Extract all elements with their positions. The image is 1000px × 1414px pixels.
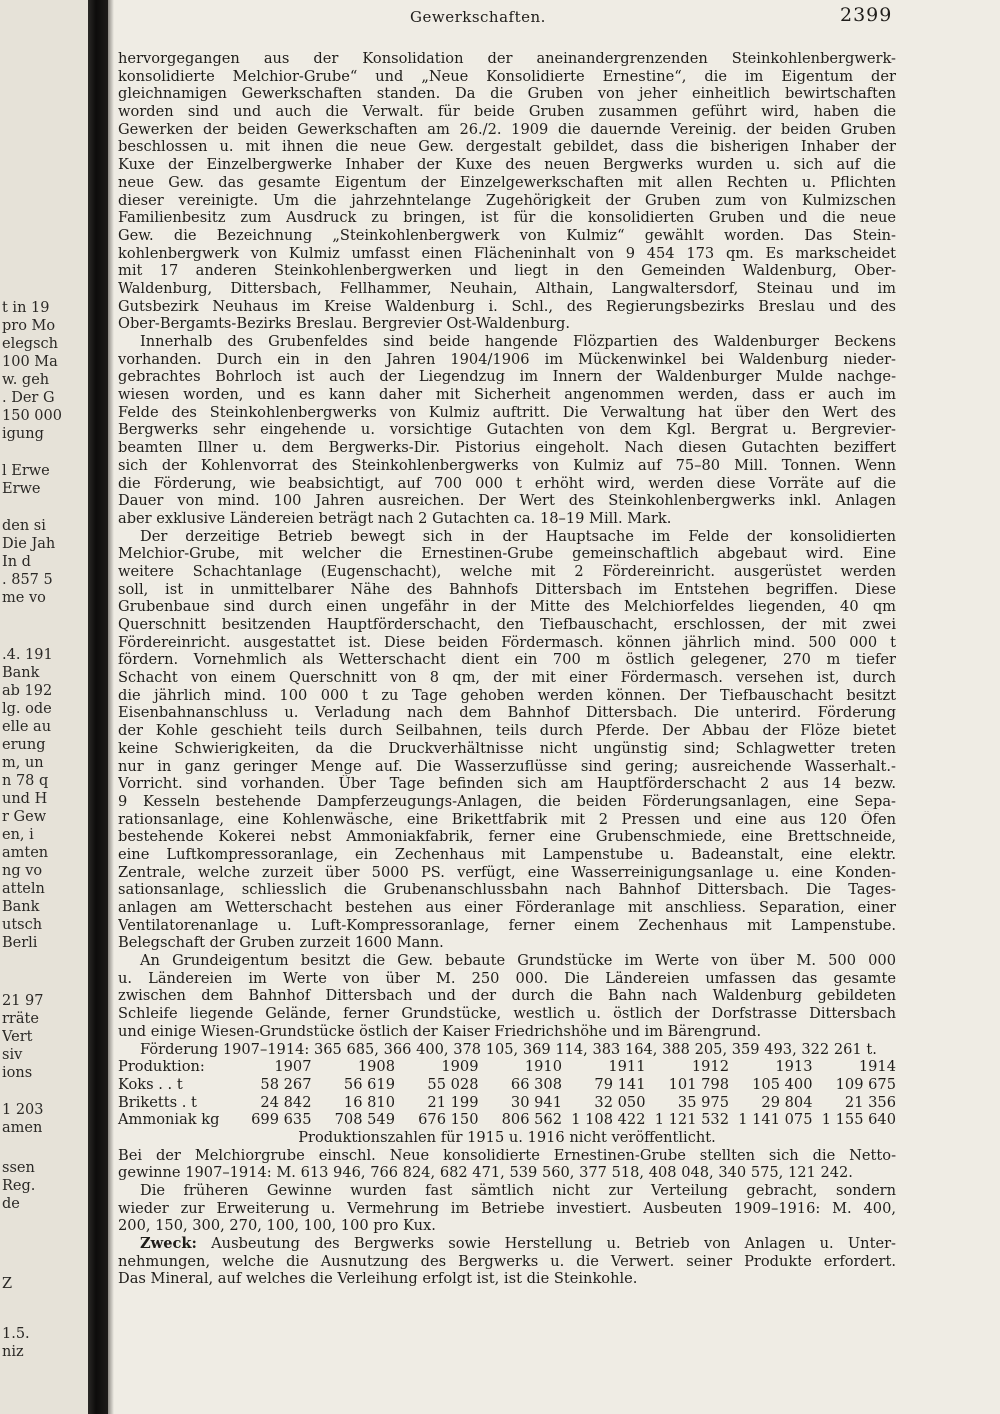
table-cell: 1909 bbox=[441, 1058, 479, 1076]
facing-page-fragment: pro Mo bbox=[2, 318, 56, 334]
facing-page-fragment: 21 97 bbox=[2, 993, 44, 1009]
text-line: Fördereinricht. ausgestattet ist. Diese beiden Fördermasch. können jährlich mind. 500 000 t bbox=[118, 633, 896, 651]
facing-page-fragment: igung bbox=[2, 426, 44, 442]
table-cell: 699 635 bbox=[251, 1111, 312, 1129]
text-line: neue Gew. das gesamte Eigentum der Einzelgewerkschaften mit allen Rechten u. Pflichten bbox=[118, 173, 896, 191]
facing-page-fragment: erung bbox=[2, 737, 46, 753]
facing-page-fragment: r Gew bbox=[2, 809, 47, 825]
facing-page-fragment: 1.5. bbox=[2, 1326, 30, 1342]
facing-page-fragment: In d bbox=[2, 554, 31, 570]
text-line: Zentrale, welche zurzeit über 5000 PS. verfügt, eine Wasserreinigungsanlage u. eine Konden- bbox=[118, 863, 896, 881]
text-line: Querschnitt besitzenden Hauptförderschacht, den Tiefbauschacht, erschlossen, der mit zwei bbox=[118, 616, 896, 633]
text-line: wieder zur Erweiterung u. Vermehrung im Betriebe investiert. Ausbeuten 1909–1916: M. 400, bbox=[118, 1199, 896, 1217]
facing-page-fragment: Erwe bbox=[2, 481, 41, 497]
table-cell: 21 356 bbox=[844, 1093, 896, 1111]
text-line: Gewerken der beiden Gewerkschaften am 26./2. 1909 die dauernde Vereinig. der beiden Gruben bbox=[118, 120, 896, 138]
text-line: der Kohle geschieht teils durch Seilbahnen, teils durch Pferde. Der Abbau der Flöze bietet bbox=[118, 722, 896, 740]
text-line: Ventilatorenanlage u. Luft-Kompressoranlage, ferner einem Zechenhaus mit Lampenstube. bbox=[118, 916, 896, 934]
facing-page-fragment: lg. ode bbox=[2, 701, 52, 717]
table-cell: 1907 bbox=[274, 1058, 312, 1076]
facing-page-fragment: en, i bbox=[2, 827, 34, 843]
table-cell: 1914 bbox=[858, 1058, 896, 1076]
table-cell: 30 941 bbox=[510, 1093, 562, 1111]
facing-page-fragment: amten bbox=[2, 845, 49, 861]
text-line: rationsanlage, eine Kohlenwäsche, eine Brikettfabrik mit 2 Pressen und eine aus 120 Öfen bbox=[118, 810, 896, 828]
text-line: Schleife liegende Gelände, ferner Grundstücke, westlich u. östlich der Dorfstrasse Dittersbach bbox=[118, 1005, 896, 1023]
facing-page-fragment: ab 192 bbox=[2, 683, 53, 699]
facing-page-fragment: amen bbox=[2, 1120, 43, 1136]
text-line: gleichnamigen Gewerkschaften standen. Da die Gruben von jeher einheitlich bewirtschaften bbox=[118, 85, 896, 103]
text-line: Schacht von einem Querschnitt von 8 qm, der mit einer Fördermasch. versehen ist, durch bbox=[118, 669, 896, 687]
facing-page-fragment: elle au bbox=[2, 719, 52, 735]
facing-page-fragment: n 78 q bbox=[2, 773, 49, 789]
text-line: Bergwerks sehr eingehende u. vorsichtige Gutachten von dem Kgl. Bergrat u. Bergrevier- bbox=[118, 421, 896, 439]
production-table bbox=[118, 1058, 896, 1129]
text-line: zwischen dem Bahnhof Dittersbach und der durch die Bahn nach Waldenburg gebildeten bbox=[118, 987, 896, 1005]
text-line: fördern. Vornehmlich als Wetterschacht dient ein 700 m östlich gelegener, 270 m tiefer bbox=[118, 651, 896, 669]
text-line: wiesen worden, und es kann daher mit Sicherheit angenommen werden, dass er auch im bbox=[118, 386, 896, 404]
table-cell: Briketts . t bbox=[118, 1093, 197, 1111]
text-line: anlagen am Wetterschacht bestehen aus einer Förderanlage mit anschliess. Separation, einer bbox=[118, 899, 896, 916]
facing-page-fragment: niz bbox=[2, 1344, 24, 1360]
facing-page-fragment: Vert bbox=[2, 1029, 33, 1045]
facing-page-fragment: ssen bbox=[2, 1160, 35, 1176]
table-cell: 58 267 bbox=[260, 1075, 312, 1093]
text-line: Belegschaft der Gruben zurzeit 1600 Mann. bbox=[118, 934, 444, 952]
table-cell: Koks . . t bbox=[118, 1075, 183, 1093]
text-line: Gew. die Bezeichnung „Steinkohlenbergwerk von Kulmiz“ gewählt worden. Das Stein- bbox=[118, 226, 896, 244]
table-footnote: Produktionszahlen für 1915 u. 1916 nicht veröffentlicht. bbox=[298, 1128, 716, 1146]
text-line: beamten Illner u. dem Bergwerks-Dir. Pistorius eingeholt. Nach diesen Gutachten beziffert bbox=[118, 439, 896, 457]
zweck-label: Zweck: bbox=[140, 1235, 197, 1253]
table-cell: 35 975 bbox=[677, 1093, 729, 1111]
text-line: eine Luftkompressoranlage, ein Zechenhaus mit Lampenstube u. Badeanstalt, eine elektr. bbox=[118, 845, 896, 863]
text-line: vorhanden. Durch ein in den Jahren 1904/1906 im Mückenwinkel bei Waldenburg nieder- bbox=[118, 350, 896, 368]
table-row bbox=[118, 1111, 896, 1129]
facing-page-fragment: me vo bbox=[2, 590, 46, 606]
text-line: Melchior-Grube, mit welcher die Ernestinen-Grube gemeinschaftlich abgebaut wird. Eine bbox=[118, 545, 896, 563]
text-line: hervorgegangen aus der Konsolidation der aneinandergrenzenden Steinkohlenbergwerk- bbox=[118, 50, 896, 67]
facing-page-fragment: ions bbox=[2, 1065, 33, 1081]
text-line: soll, ist in unmittelbarer Nähe des Bahnhofs Dittersbach im Entstehen begriffen. Diese bbox=[118, 580, 896, 598]
book-gutter bbox=[88, 0, 108, 1414]
table-cell: 806 562 bbox=[501, 1111, 562, 1129]
text-line: worden sind und auch die Verwalt. für beide Gruben zusammen geführt wird, haben die bbox=[118, 103, 896, 121]
zweck-text: Ausbeutung des Bergwerks sowie Herstellung u. Betrieb von Anlagen u. Unter- bbox=[196, 1235, 896, 1253]
text-line: weitere Schachtanlage (Eugenschacht), welche mit 2 Fördereinricht. ausgerüstet werden bbox=[118, 562, 896, 580]
table-cell: 1 141 075 bbox=[738, 1111, 813, 1129]
facing-page-fragment: Bank bbox=[2, 665, 40, 681]
text-line: nur in ganz geringer Menge auf. Die Wasserzuflüsse sind gering; ausreichende Wasserhalt.- bbox=[118, 757, 896, 775]
text-line: Ober-Bergamts-Bezirks Breslau. Bergrevier Ost-Waldenburg. bbox=[118, 315, 570, 333]
facing-page-fragment: rräte bbox=[2, 1011, 39, 1027]
table-cell: 708 549 bbox=[334, 1111, 395, 1129]
table-cell: 21 199 bbox=[427, 1093, 479, 1111]
facing-page-fragment: und H bbox=[2, 791, 48, 807]
text-line: kohlenbergwerk von Kulmiz umfasst einen Flächeninhalt von 9 454 173 qm. Es markscheidet bbox=[118, 244, 896, 262]
text-line: Eisenbahnanschluss u. Verladung nach dem Bahnhof Dittersbach. Die unterird. Förderung bbox=[118, 704, 896, 722]
facing-page-fragment: de bbox=[2, 1196, 20, 1212]
text-line: Die früheren Gewinne wurden fast sämtlich nicht zur Verteilung gebracht, sondern bbox=[140, 1182, 896, 1199]
foerderung-line: Förderung 1907–1914: 365 685, 366 400, 378 105, 369 114, 383 164, 388 205, 359 493, 322 261 t. bbox=[140, 1040, 877, 1058]
facing-page-fragment: Reg. bbox=[2, 1178, 36, 1194]
table-cell: 79 141 bbox=[594, 1075, 646, 1093]
table-cell: 56 619 bbox=[343, 1075, 395, 1093]
facing-page-fragment: .4. 191 bbox=[2, 647, 53, 663]
table-cell: 55 028 bbox=[427, 1075, 479, 1093]
table-cell: 29 804 bbox=[761, 1093, 813, 1111]
facing-page-fragment: 150 000 bbox=[2, 408, 62, 424]
facing-page-fragment: . 857 5 bbox=[2, 572, 53, 588]
facing-page-margin bbox=[0, 0, 88, 1414]
facing-page-fragment: . Der G bbox=[2, 390, 55, 406]
table-cell: 1908 bbox=[357, 1058, 395, 1076]
text-line: Grubenbaue sind durch einen ungefähr in der Mitte des Melchiorfeldes liegenden, 40 qm bbox=[118, 598, 896, 616]
text-line: die Förderung, wie beabsichtigt, auf 700 000 t erhöht wird, werden diese Vorräte auf die bbox=[118, 474, 896, 492]
text-line: 9 Kesseln bestehende Dampferzeugungs-Anlagen, die beiden Förderungsanlagen, eine Sepa- bbox=[118, 792, 896, 810]
text-line: nehmungen, welche die Ausnutzung des Bergwerks u. die Verwert. seiner Produkte erfordert. bbox=[118, 1252, 896, 1270]
text-line: An Grundeigentum besitzt die Gew. bebaute Grundstücke im Werte von über M. 500 000 bbox=[140, 952, 896, 970]
text-line: und einige Wiesen-Grundstücke östlich der Kaiser Friedrichshöhe und im Bärengrund. bbox=[118, 1022, 762, 1040]
facing-page-fragment: den si bbox=[2, 518, 46, 534]
running-title: Gewerkschaften. bbox=[410, 8, 546, 26]
facing-page-fragment: utsch bbox=[2, 917, 43, 933]
table-cell: 1 155 640 bbox=[821, 1111, 896, 1129]
table-cell: 1910 bbox=[524, 1058, 562, 1076]
facing-page-fragment: elegsch bbox=[2, 336, 58, 352]
table-cell: Produktion: bbox=[118, 1058, 205, 1076]
text-line: beschlossen u. mit ihnen die neue Gew. dergestalt gebildet, dass die bisherigen Inhaber der bbox=[118, 138, 896, 156]
facing-page-fragment: t in 19 bbox=[2, 300, 50, 316]
table-header-row bbox=[118, 1058, 896, 1076]
facing-page-fragment: atteln bbox=[2, 881, 45, 897]
facing-page-fragment: 100 Ma bbox=[2, 354, 58, 370]
text-line: Das Mineral, auf welches die Verleihung erfolgt ist, ist die Steinkohle. bbox=[118, 1270, 638, 1288]
table-cell: 1 121 532 bbox=[654, 1111, 729, 1129]
table-row bbox=[118, 1094, 896, 1112]
table-cell: 1911 bbox=[608, 1058, 646, 1076]
text-line: Felde des Steinkohlenbergwerks von Kulmiz auftritt. Die Verwaltung hat über den Wert des bbox=[118, 403, 896, 421]
table-cell: 16 810 bbox=[343, 1093, 395, 1111]
text-line: 200, 150, 300, 270, 100, 100, 100 pro Kux. bbox=[118, 1217, 436, 1235]
text-line: Gutsbezirk Neuhaus im Kreise Waldenburg i. Schl., des Regierungsbezirks Breslau und des bbox=[118, 297, 896, 315]
table-cell: 66 308 bbox=[510, 1075, 562, 1093]
page-number: 2399 bbox=[840, 4, 893, 26]
table-cell: 24 842 bbox=[260, 1093, 312, 1111]
text-line: aber exklusive Ländereien beträgt nach 2 Gutachten ca. 18–19 Mill. Mark. bbox=[118, 509, 672, 527]
text-line: Innerhalb des Grubenfeldes sind beide hangende Flözpartien des Waldenburger Beckens bbox=[140, 333, 896, 350]
text-line: die jährlich mind. 100 000 t zu Tage gehoben werden können. Der Tiefbauschacht besitzt bbox=[118, 686, 896, 704]
text-line: u. Ländereien im Werte von über M. 250 000. Die Ländereien umfassen das gesamte bbox=[118, 969, 896, 987]
facing-page-fragment: Bank bbox=[2, 899, 40, 915]
table-cell: 32 050 bbox=[594, 1093, 646, 1111]
facing-page-fragment: siv bbox=[2, 1047, 23, 1063]
text-line: Vorricht. sind vorhanden. Über Tage befinden sich am Hauptförderschacht 2 aus 14 bezw. bbox=[118, 775, 896, 793]
text-line: sich der Kohlenvorrat des Steinkohlenbergwerks von Kulmiz auf 75–80 Mill. Tonnen. Wenn bbox=[118, 456, 896, 474]
table-cell: 1 108 422 bbox=[571, 1111, 646, 1129]
facing-page-fragment: w. geh bbox=[2, 372, 50, 388]
text-line: Bei der Melchiorgrube einschl. Neue konsolidierte Ernestinen-Grube stellten sich die Netto- bbox=[118, 1146, 896, 1164]
text-line: gewinne 1907–1914: M. 613 946, 766 824, 682 471, 539 560, 377 518, 408 048, 340 575, 121 242. bbox=[118, 1164, 853, 1182]
text-line: konsolidierte Melchior-Grube“ und „Neue Konsolidierte Ernestine“, die im Eigentum der bbox=[118, 67, 896, 85]
text-line: sationsanlage, schliesslich die Grubenanschlussbahn nach Bahnhof Dittersbach. Die Tages- bbox=[118, 881, 896, 899]
text-line: Dauer von mind. 100 Jahren ausreichen. Der Wert des Steinkohlenbergwerks inkl. Anlagen bbox=[118, 492, 896, 510]
text-line: gebrachtes Bohrloch ist auch der Liegendzug im Innern der Waldenburger Mulde nachge- bbox=[118, 368, 896, 386]
table-cell: 676 150 bbox=[418, 1111, 479, 1129]
table-row bbox=[118, 1076, 896, 1094]
gutter-shadow bbox=[108, 0, 114, 1414]
table-cell: Ammoniak kg bbox=[118, 1111, 220, 1129]
text-line: Familienbesitz zum Ausdruck zu bringen, ist für die konsolidierten Gruben und die neue bbox=[118, 209, 896, 227]
table-cell: 101 798 bbox=[668, 1075, 729, 1093]
text-line: Waldenburg, Dittersbach, Fellhammer, Neuhain, Althain, Langwaltersdorf, Steinau und im bbox=[118, 279, 896, 297]
facing-page-fragment: Berli bbox=[2, 935, 38, 951]
table-cell: 1912 bbox=[691, 1058, 729, 1076]
facing-page-fragment: Die Jah bbox=[2, 536, 56, 552]
text-line: bestehende Kokerei nebst Ammoniakfabrik, ferner eine Grubenschmiede, eine Brettschneide, bbox=[118, 828, 896, 846]
text-line: Der derzeitige Betrieb bewegt sich in der Hauptsache im Felde der konsolidierten bbox=[140, 527, 896, 545]
article-body bbox=[118, 50, 896, 1288]
facing-page-fragment: m, un bbox=[2, 755, 44, 771]
text-line: dieser vereinigte. Um die jahrzehntelange Zugehörigkeit der Gruben zum von Kulmizschen bbox=[118, 191, 896, 209]
facing-page-fragment: l Erwe bbox=[2, 463, 50, 479]
zweck-line bbox=[118, 1235, 896, 1253]
table-cell: 105 400 bbox=[752, 1075, 813, 1093]
table-cell: 109 675 bbox=[835, 1075, 896, 1093]
facing-page-fragment: ng vo bbox=[2, 863, 43, 879]
facing-page-fragment: Z bbox=[2, 1276, 13, 1292]
text-line: mit 17 anderen Steinkohlenbergwerken und liegt in den Gemeinden Waldenburg, Ober- bbox=[118, 262, 896, 280]
text-line: Kuxe der Einzelbergwerke Inhaber der Kuxe des neuen Bergwerks wurden u. sich auf die bbox=[118, 156, 896, 174]
table-cell: 1913 bbox=[775, 1058, 813, 1076]
text-line: keine Schwierigkeiten, da die Druckverhältnisse nicht ungünstig sind; Schlagwetter treten bbox=[118, 739, 896, 757]
facing-page-fragment: 1 203 bbox=[2, 1102, 44, 1118]
